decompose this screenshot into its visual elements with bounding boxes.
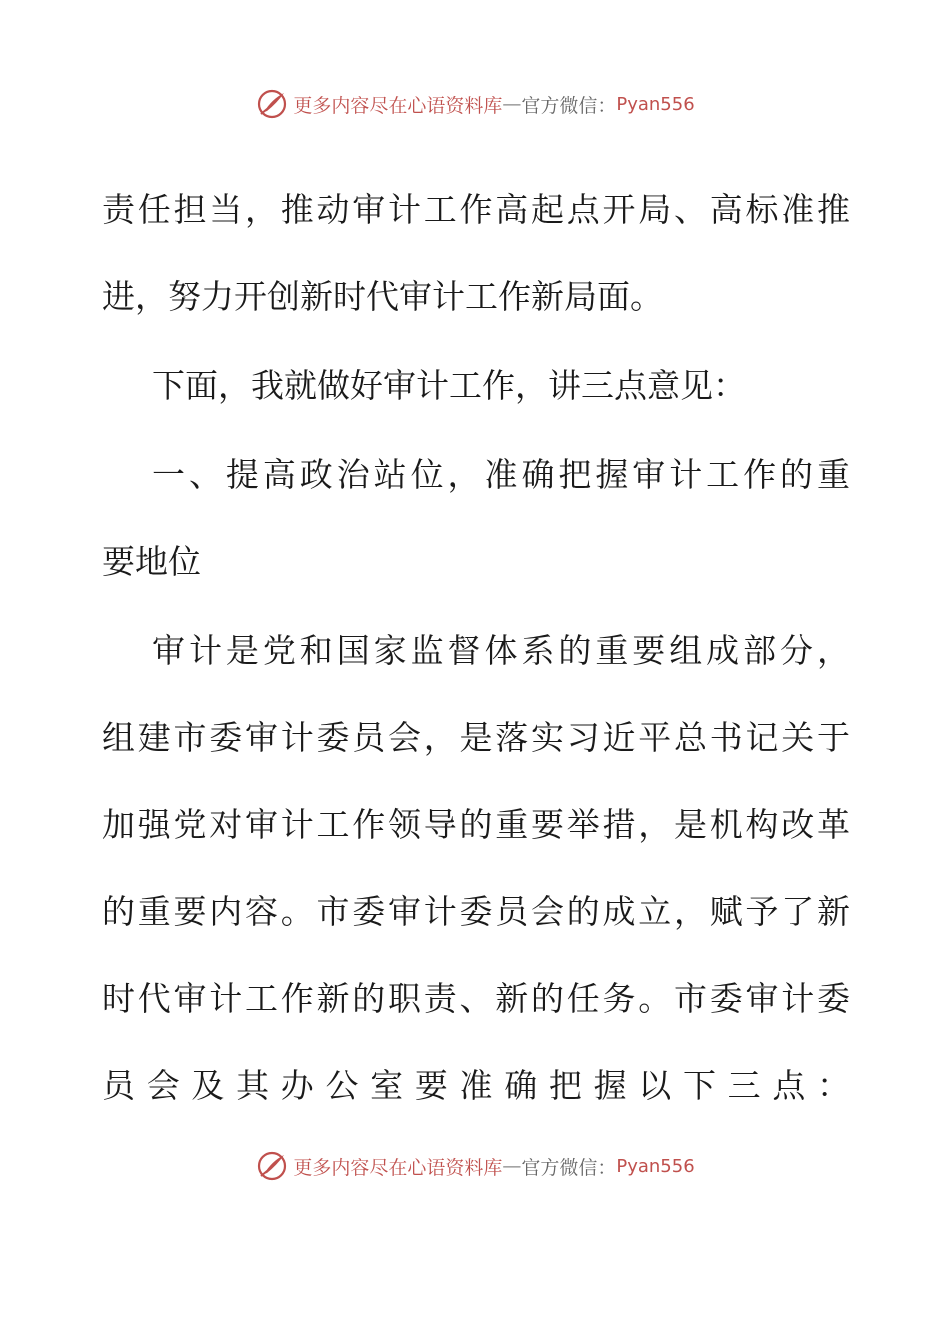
- text-line: 下面，我就做好审计工作，讲三点意见：: [152, 366, 746, 405]
- text-line: 时代审计工作新的职责、新的任务。市委审计委: [102, 979, 850, 1018]
- watermark-wechat-label: 官方微信：: [521, 1156, 617, 1179]
- text-line: 员会及其办公室要准确把握以下三点：: [102, 1066, 850, 1105]
- watermark-wechat-id: Pyan556: [616, 93, 695, 115]
- text-line: 审计是党和国家监督体系的重要组成部分，: [152, 631, 850, 670]
- quill-logo-icon: [255, 87, 289, 121]
- document-body: [102, 180, 850, 1143]
- text-line: 责任担当，推动审计工作高起点开局、高标准推: [102, 190, 850, 229]
- section-heading-line: 一、提高政治站位，准确把握审计工作的重: [152, 455, 850, 494]
- watermark-text: 更多内容尽在心语资料库: [293, 1156, 503, 1179]
- header-watermark: [0, 84, 950, 124]
- watermark-dash: —: [502, 93, 522, 115]
- watermark-wechat-label: 官方微信：: [521, 94, 617, 117]
- section-heading-line: 要地位: [102, 542, 201, 581]
- watermark-wechat-id: Pyan556: [616, 1155, 695, 1177]
- text-line: 加强党对审计工作领导的重要举措，是机构改革: [102, 805, 850, 844]
- quill-logo-icon: [255, 1149, 289, 1183]
- watermark-dash: —: [502, 1155, 522, 1177]
- footer-watermark: [0, 1146, 950, 1186]
- text-line: 组建市委审计委员会，是落实习近平总书记关于: [102, 718, 850, 757]
- text-line: 进，努力开创新时代审计工作新局面。: [102, 277, 663, 316]
- watermark-text: 更多内容尽在心语资料库: [293, 94, 503, 117]
- text-line: 的重要内容。市委审计委员会的成立，赋予了新: [102, 892, 850, 931]
